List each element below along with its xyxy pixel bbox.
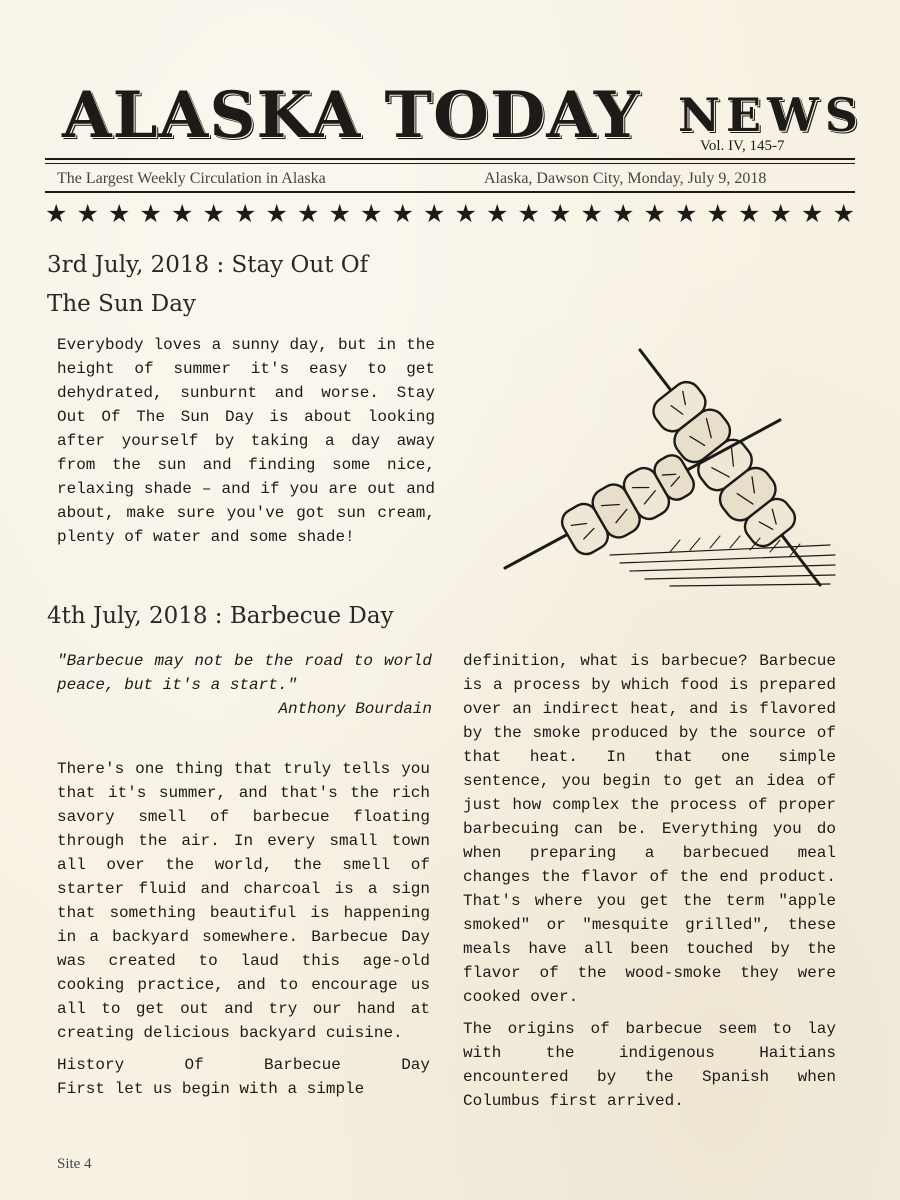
article2-left-column	[57, 757, 430, 1101]
tagline: The Largest Weekly Circulation in Alaska	[57, 170, 326, 187]
star-icon: ★	[549, 199, 572, 228]
star-icon: ★	[76, 199, 99, 228]
star-icon: ★	[486, 199, 509, 228]
star-icon: ★	[643, 199, 666, 228]
masthead-news: NEWS	[678, 88, 864, 142]
barbecue-skewers-icon	[480, 340, 860, 610]
star-icon: ★	[171, 199, 194, 228]
article2-right-column	[463, 649, 836, 1113]
masthead-rule-top-thin	[45, 163, 855, 164]
page-number: Site 4	[57, 1156, 92, 1172]
star-icon: ★	[454, 199, 477, 228]
quote-author: Anthony Bourdain	[278, 700, 432, 718]
star-icon: ★	[832, 199, 855, 228]
volume-label: Vol. IV, 145-7	[700, 138, 785, 154]
article2-paragraph-1: There's one thing that truly tells you that it's summer, and that's the rich savory smell of barbecue floating through the air. In every small town all over the world, the smell of starter fluid and charcoal is a sign that something beautiful is happening in a backyard somewhere. Barbecue Day was created to laud this age-old cooking practice, and to encourage us all to get out and try our hand at creating delicious backyard cuisine.	[57, 760, 430, 1042]
star-icon: ★	[45, 199, 68, 228]
star-icon: ★	[612, 199, 635, 228]
history-heading: History Of Barbecue Day	[57, 1056, 430, 1074]
star-icon: ★	[517, 199, 540, 228]
article1-heading-line1: 3rd July, 2018 : Stay Out Of	[47, 252, 369, 278]
star-icon: ★	[391, 199, 414, 228]
masthead-rule-bottom	[45, 191, 855, 193]
star-icon: ★	[423, 199, 446, 228]
star-icon: ★	[580, 199, 603, 228]
masthead-title: ALASKA TODAY	[62, 78, 641, 153]
article2-heading: 4th July, 2018 : Barbecue Day	[47, 603, 394, 629]
star-icon: ★	[328, 199, 351, 228]
star-icon: ★	[675, 199, 698, 228]
masthead-rule-top	[45, 158, 855, 160]
star-icon: ★	[801, 199, 824, 228]
star-icon: ★	[706, 199, 729, 228]
star-icon: ★	[360, 199, 383, 228]
star-icon: ★	[139, 199, 162, 228]
article1-body	[57, 333, 435, 549]
star-icon: ★	[297, 199, 320, 228]
star-icon: ★	[265, 199, 288, 228]
article2-paragraph-3: The origins of barbecue seem to lay with the indigenous Haitians encountered by the Spanish when Columbus first arrived.	[463, 1020, 836, 1110]
star-icon: ★	[738, 199, 761, 228]
article2-paragraph-2-continued: definition, what is barbecue? Barbecue is a process by which food is prepared over an indirect heat, and is flavored by the smoke produced by the source of that heat. In that one simple sentence, you begin to get an idea of just how complex the process of proper barbecuing can be. Everything you do when preparing a barbecued meal changes the flavor of the end product. That's where you get the term "apple smoked" or "mesquite grilled", these meals have all been touched by the flavor of the wood-smoke they were cooked over.	[463, 652, 836, 1006]
article2-paragraph-2-start: First let us begin with a simple	[57, 1080, 365, 1098]
star-icon: ★	[769, 199, 792, 228]
star-icon: ★	[108, 199, 131, 228]
dateline: Alaska, Dawson City, Monday, July 9, 2018	[484, 170, 767, 187]
article1-paragraph: Everybody loves a sunny day, but in the height of summer it's easy to get dehydrated, sunburnt and worse. Stay Out Of The Sun Day is about looking after yourself by taking a day away from the sun and finding some nice, relaxing shade – and if you are out and about, make sure you've got sun cream, plenty of water and some shade!	[57, 336, 435, 546]
quote-text: "Barbecue may not be the road to world peace, but it's a start."	[57, 652, 432, 694]
star-divider	[45, 198, 855, 230]
star-icon: ★	[234, 199, 257, 228]
star-icon: ★	[202, 199, 225, 228]
article1-heading-line2: The Sun Day	[47, 291, 196, 317]
